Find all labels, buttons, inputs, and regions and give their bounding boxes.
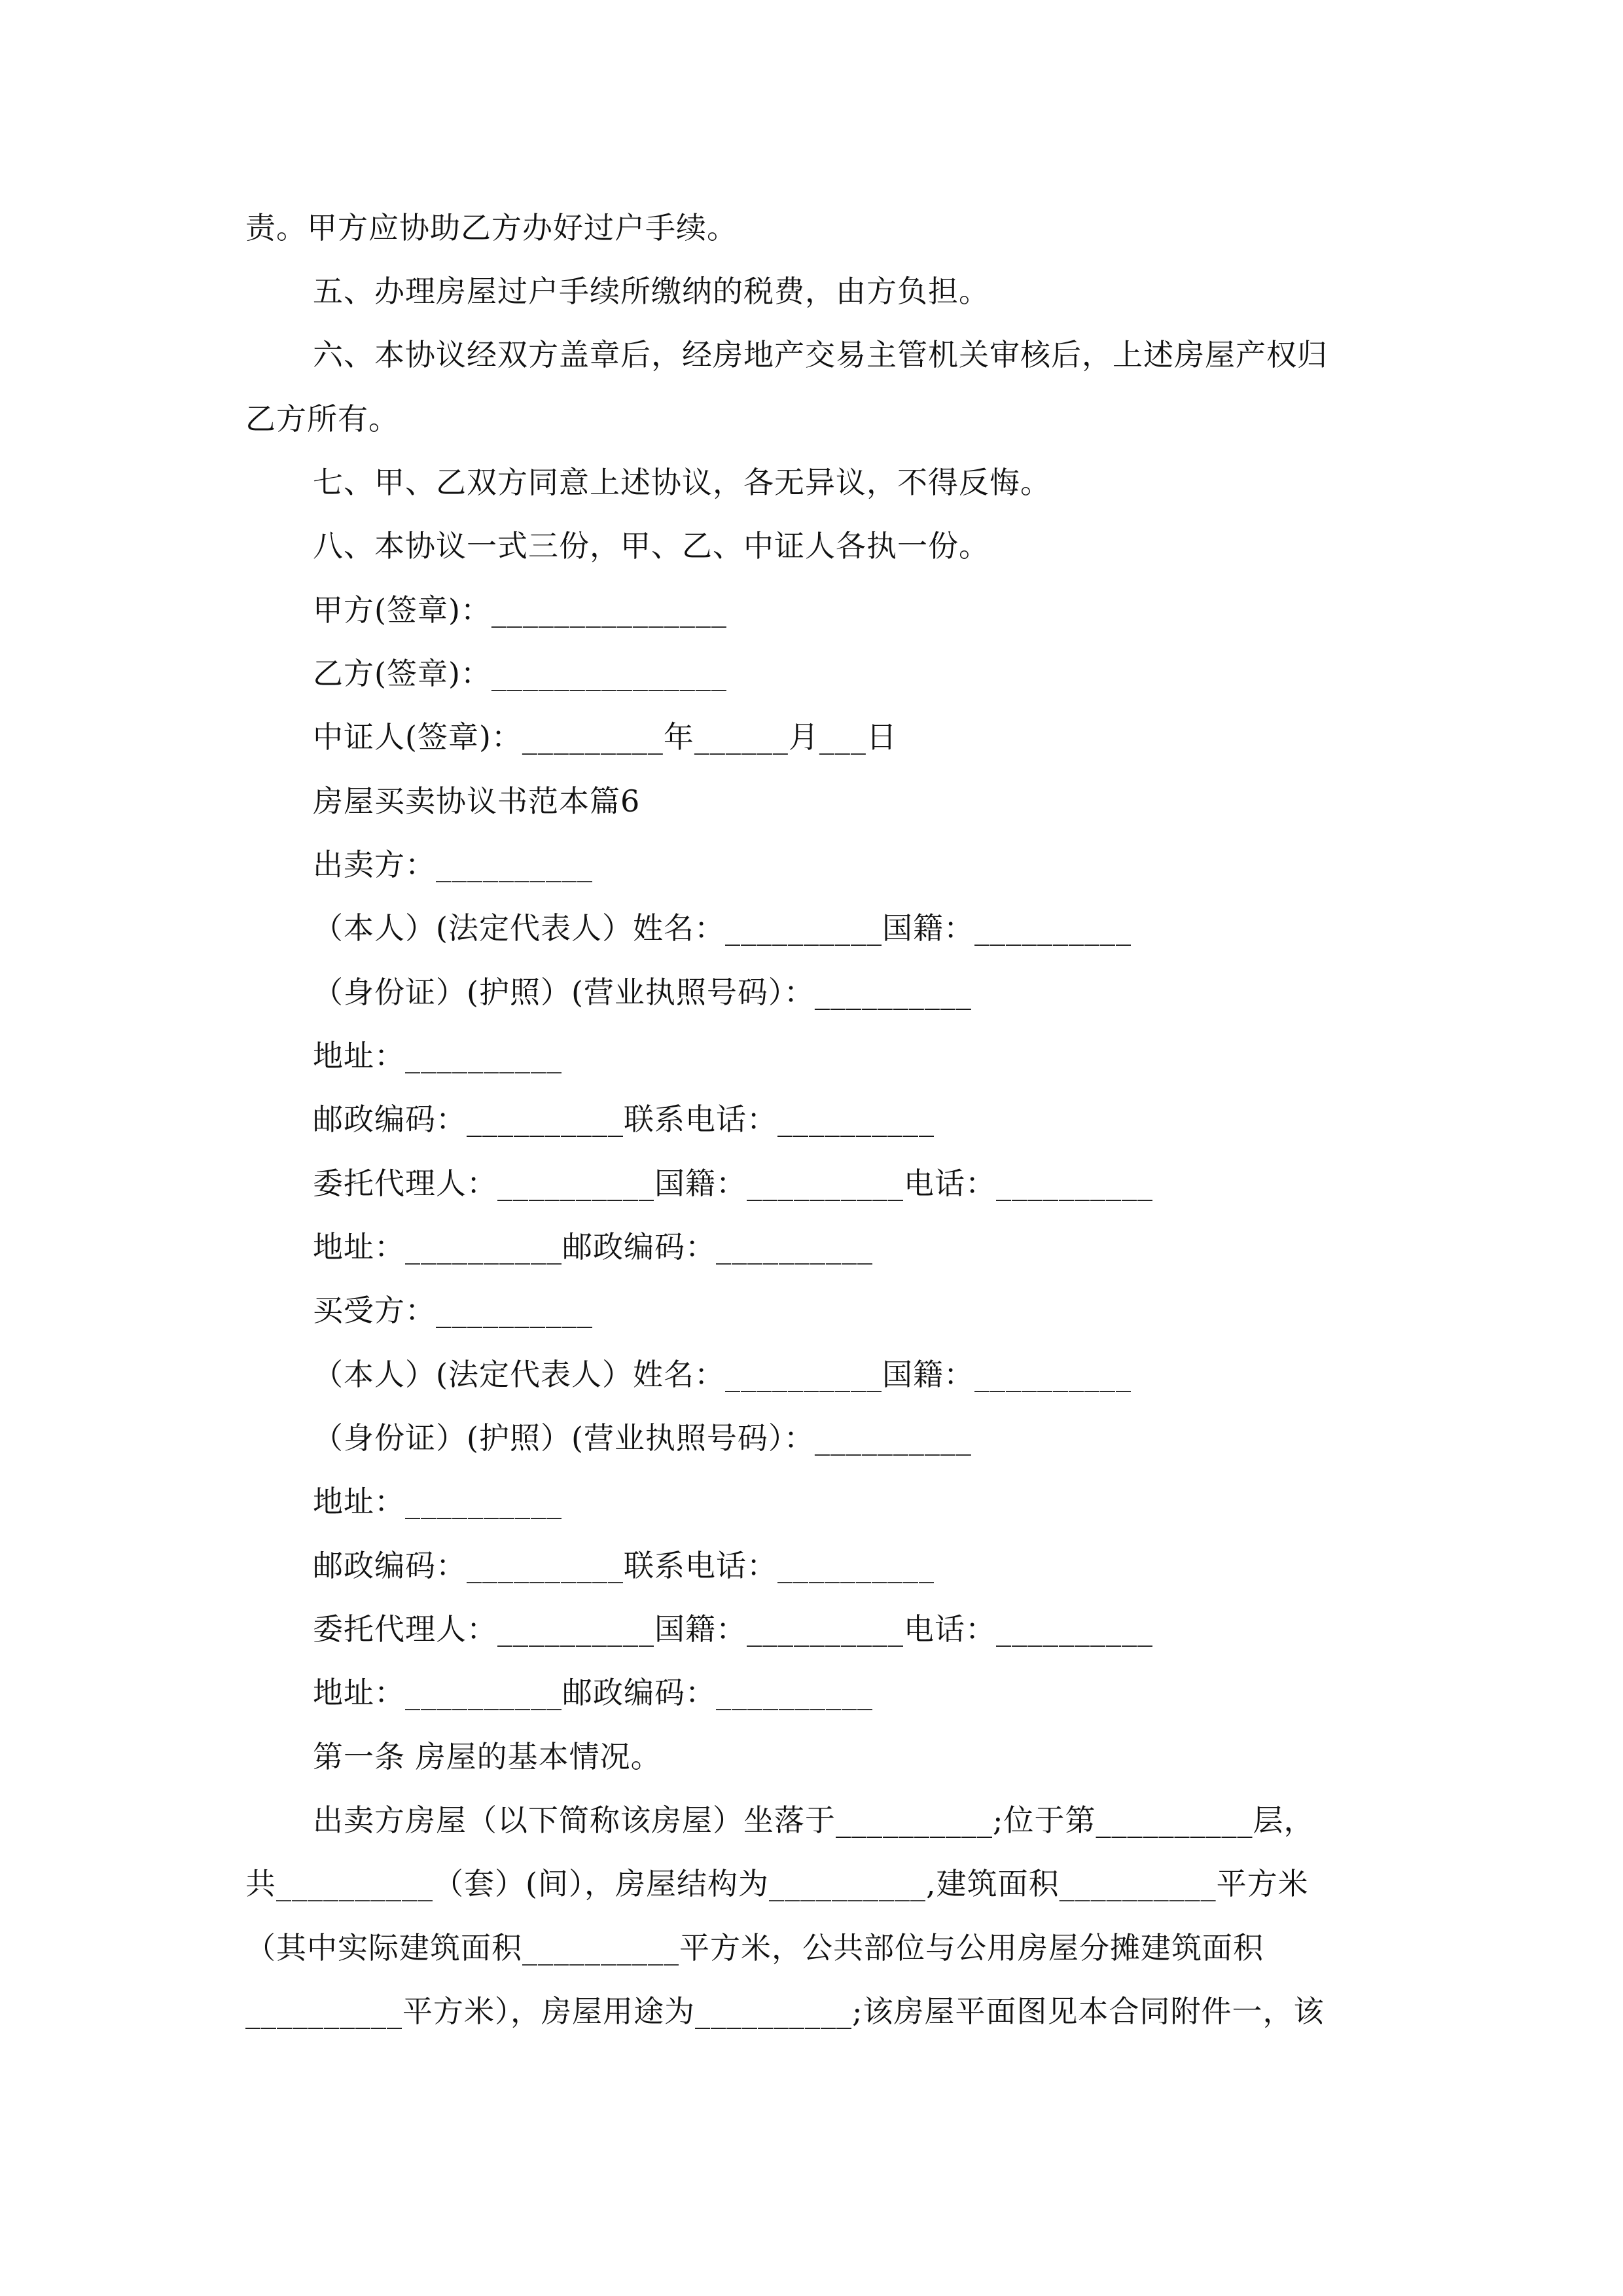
seller-id-field: （身份证）(护照）(营业执照号码）：__________ — [313, 975, 972, 1010]
section-heading: 房屋买卖协议书范本篇6 — [313, 783, 641, 819]
article-one-heading: 第一条 房屋的基本情况。 — [313, 1739, 662, 1774]
clause-five: 五、办理房屋过户手续所缴纳的税费，由方负担。 — [313, 274, 990, 309]
clause-six: 六、本协议经双方盖章后，经房地产交易主管机关审核后，上述房屋产权归 — [313, 337, 1328, 372]
buyer-postcode-phone-field: 邮政编码：__________联系电话：__________ — [313, 1548, 935, 1583]
seller-agent-field: 委托代理人：__________国籍：__________电话：__________ — [313, 1166, 1153, 1201]
article-one-text-line-4: __________平方米），房屋用途为__________;该房屋平面图见本合同附件一，该 — [245, 1994, 1325, 2029]
paragraph-line: 责。甲方应协助乙方办好过户手续。 — [245, 210, 738, 245]
buyer-id-field: （身份证）(护照）(营业执照号码）：__________ — [313, 1420, 972, 1456]
buyer-agent-field: 委托代理人：__________国籍：__________电话：__________ — [313, 1611, 1153, 1647]
buyer-address-field: 地址：__________ — [313, 1484, 562, 1519]
seller-address-field: 地址：__________ — [313, 1038, 562, 1073]
seller-agent-address-field: 地址：__________邮政编码：__________ — [313, 1229, 873, 1265]
clause-six-continued: 乙方所有。 — [245, 401, 399, 437]
seller-field: 出卖方：__________ — [313, 847, 593, 882]
buyer-name-nationality-field: （本人）(法定代表人）姓名：__________国籍：__________ — [313, 1357, 1132, 1392]
buyer-agent-address-field: 地址：__________邮政编码：__________ — [313, 1675, 873, 1710]
buyer-field: 买受方：__________ — [313, 1293, 593, 1328]
clause-seven: 七、甲、乙双方同意上述协议，各无异议，不得反悔。 — [313, 465, 1051, 500]
article-one-text-line-1: 出卖方房屋（以下简称该房屋）坐落于__________;位于第__________层， — [313, 1803, 1315, 1838]
party-b-signature-line: 乙方(签章)：_______________ — [313, 656, 727, 691]
clause-eight: 八、本协议一式三份，甲、乙、中证人各执一份。 — [313, 528, 990, 564]
party-a-signature-line: 甲方(签章)：_______________ — [313, 592, 727, 628]
article-one-text-line-3: （其中实际建筑面积__________平方米，公共部位与公用房屋分摊建筑面积 — [245, 1930, 1264, 1965]
seller-name-nationality-field: （本人）(法定代表人）姓名：__________国籍：__________ — [313, 910, 1132, 946]
seller-postcode-phone-field: 邮政编码：__________联系电话：__________ — [313, 1102, 935, 1137]
article-one-text-line-2: 共__________（套）(间），房屋结构为__________,建筑面积__________平方米 — [245, 1866, 1309, 1901]
witness-signature-date-line: 中证人(签章)：_________年______月___日 — [313, 719, 897, 755]
